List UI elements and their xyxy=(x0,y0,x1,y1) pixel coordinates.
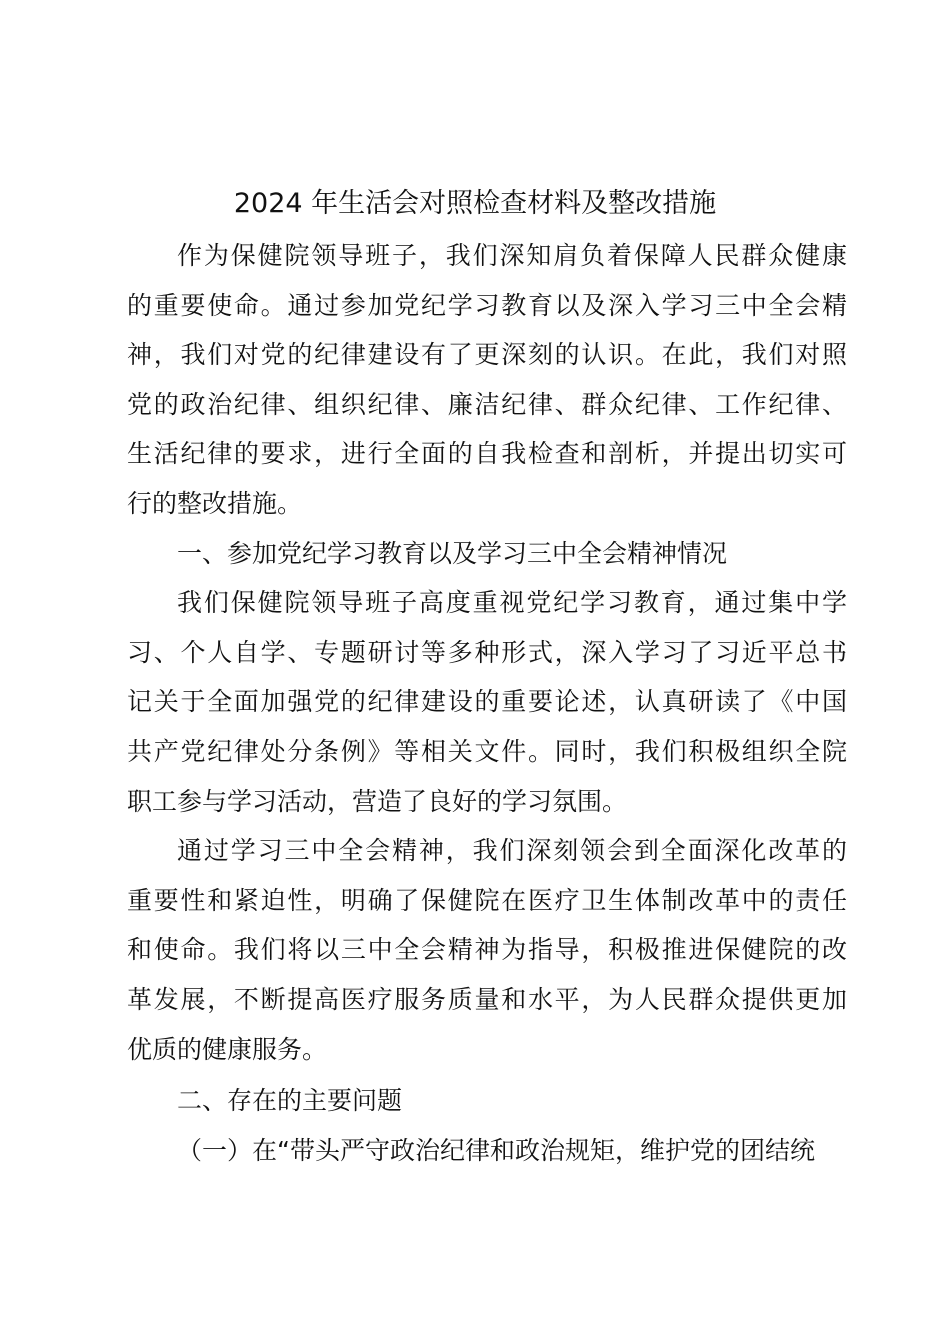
text-line: 生活纪律的要求，进行全面的自我检查和剖析，并提出切实可 xyxy=(127,439,847,469)
section-heading-2: 二、存在的主要问题 xyxy=(177,1086,403,1116)
text-line: （一）在“带头严守政治纪律和政治规矩，维护党的团结统 xyxy=(177,1135,815,1165)
text-line: 党的政治纪律、组织纪律、廉洁纪律、群众纪律、工作纪律、 xyxy=(127,389,847,419)
text-line: 职工参与学习活动，营造了良好的学习氛围。 xyxy=(127,786,628,816)
text-line: 习、个人自学、专题研讨等多种形式，深入学习了习近平总书 xyxy=(127,637,847,667)
document-body xyxy=(127,231,847,1175)
text-line: 重要性和紧迫性，明确了保健院在医疗卫生体制改革中的责任 xyxy=(127,885,847,915)
text-line: 革发展，不断提高医疗服务质量和水平，为人民群众提供更加 xyxy=(127,984,847,1014)
text-line: 行的整改措施。 xyxy=(127,488,303,518)
section2-item-1 xyxy=(127,1126,847,1176)
section1-paragraph-2 xyxy=(127,826,847,1074)
text-line: 记关于全面加强党的纪律建设的重要论述，认真研读了《中国 xyxy=(127,687,847,717)
text-line: 我们保健院领导班子高度重视党纪学习教育，通过集中学 xyxy=(177,588,847,618)
document-title: 2024 年生活会对照检查材料及整改措施 xyxy=(233,188,717,219)
text-line: 的重要使命。通过参加党纪学习教育以及深入学习三中全会精 xyxy=(127,290,847,320)
intro-paragraph xyxy=(127,231,847,529)
section-heading-1: 一、参加党纪学习教育以及学习三中全会精神情况 xyxy=(177,538,728,568)
text-line: 共产党纪律处分条例》等相关文件。同时，我们积极组织全院 xyxy=(127,736,847,766)
text-line: 优质的健康服务。 xyxy=(127,1034,328,1064)
text-line: 通过学习三中全会精神，我们深刻领会到全面深化改革的 xyxy=(177,836,847,866)
section1-paragraph-1 xyxy=(127,578,847,826)
text-line: 和使命。我们将以三中全会精神为指导，积极推进保健院的改 xyxy=(127,935,847,965)
text-line: 神，我们对党的纪律建设有了更深刻的认识。在此，我们对照 xyxy=(127,340,847,370)
text-line: 作为保健院领导班子，我们深知肩负着保障人民群众健康 xyxy=(177,241,847,270)
